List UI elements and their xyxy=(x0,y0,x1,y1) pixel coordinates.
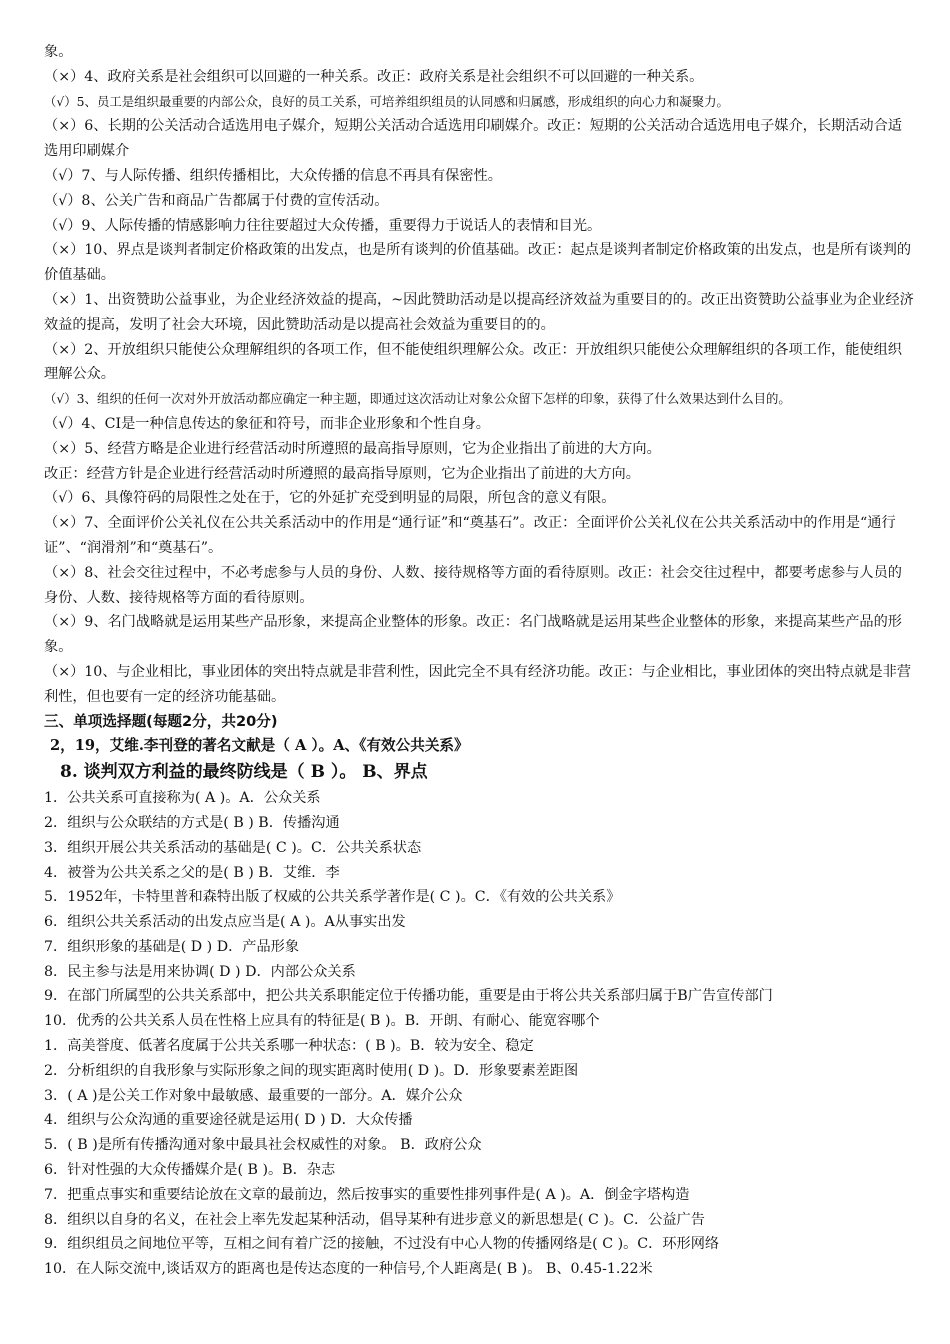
choice-question-line: 4．被誉为公共关系之父的是( B ) B．艾维．李 xyxy=(44,864,340,881)
choice-question-line: 1．公共关系可直接称为( A )。A．公众关系 xyxy=(44,790,321,807)
choice-question-line: 7．组织形象的基础是( D ) D．产品形象 xyxy=(44,938,300,955)
choice-question-line: 8．民主参与法是用来协调( D ) D．内部公众关系 xyxy=(44,963,356,980)
judgement-line: （√）4、CI是一种信息传达的象征和符号，而非企业形象和个性自身。 xyxy=(44,415,490,432)
judgement-section xyxy=(44,40,914,710)
judgement-line: （√）7、与人际传播、组织传播相比，大众传播的信息不再具有保密性。 xyxy=(44,167,502,184)
document-page xyxy=(44,40,914,1282)
judgement-line: （×）2、开放组织只能使公众理解组织的各项工作，但不能使组织理解公众。改正：开放组织只能使公众理解组织的各项工作，能使组织理解公众。 xyxy=(44,341,902,383)
judgement-line: （×）9、名门战略就是运用某些产品形象，来提高企业整体的形象。改正：名门战略就是运用某些企业整体的形象，来提高某些产品的形象。 xyxy=(44,614,902,656)
judgement-line: （×）7、全面评价公关礼仪在公共关系活动中的作用是“通行证”和“奠基石”。改正：全面评价公关礼仪在公共关系活动中的作用是“通行证”、“润滑剂”和“奠基石”。 xyxy=(44,515,896,556)
choice-question-line: 3．( A )是公关工作对象中最敏感、最重要的一部分。A．媒介公众 xyxy=(44,1087,463,1104)
choice-question-line: 8．组织以自身的名义，在社会上率先发起某种活动，倡导某种有进步意义的新思想是( C )。C．公益广告 xyxy=(44,1211,705,1228)
judgement-line: （×）10、与企业相比，事业团体的突出特点就是非营利性，因此完全不具有经济功能。改正：与企业相比，事业团体的突出特点就是非营利性，但也要有一定的经济功能基础。 xyxy=(44,663,912,705)
judgement-line: （√）6、具像符码的局限性之处在于，它的外延扩充受到明显的局限，所包含的意义有限。 xyxy=(44,490,616,507)
choice-question-line: 2．组织与公众联结的方式是( B ) B．传播沟通 xyxy=(44,814,340,831)
judgement-line: （×）1、出资赞助公益事业，为企业经济效益的提高，~因此赞助活动是以提高经济效益为重要目的的。改正出资赞助公益事业为企业经济效益的提高，发明了社会大环境，因此赞助活动是以提高社会效益为重要目的的。 xyxy=(44,291,914,333)
choice-question-line: 5．( B )是所有传播沟通对象中最具社会权威性的对象。 B．政府公众 xyxy=(44,1137,482,1154)
judgement-line: （×）10、界点是谈判者制定价格政策的出发点，也是所有谈判的价值基础。改正：起点是谈判者制定价格政策的出发点，也是所有谈判的价值基础。 xyxy=(44,242,912,284)
choice-question-line: 9．组织组员之间地位平等，互相之间有着广泛的接触，不过没有中心人物的传播网络是( C )。C．环形网络 xyxy=(44,1236,720,1253)
choice-question-line: 10．在人际交流中,谈话双方的距离也是传达态度的一种信号,个人距离是( B )。 B、0.45-1.22米 xyxy=(44,1261,653,1278)
bold-question-line: 2，19，艾维.李刊登的著名文献是（ A ）。A、《有效公共关系》 xyxy=(50,737,469,755)
choice-question-line: 1．高美誉度、低著名度属于公共关系哪一种状态：( B )。B．较为安全、稳定 xyxy=(44,1038,534,1055)
judgement-line: 象。 xyxy=(44,44,73,60)
choice-question-line: 6．针对性强的大众传播媒介是( B )。B．杂志 xyxy=(44,1162,336,1179)
judgement-line: （×）6、长期的公关活动合适选用电子媒介，短期公关活动合适选用印刷媒介。改正：短期的公关活动合适选用电子媒介，长期活动合适选用印刷媒介 xyxy=(44,118,902,160)
choice-question-line: 9．在部门所属型的公共关系部中，把公共关系职能定位于传播功能，重要是由于将公共关系部归属于B广告宣传部门 xyxy=(44,988,773,1005)
choice-question-list xyxy=(44,786,914,1282)
judgement-line: （×）5、经营方略是企业进行经营活动时所遵照的最高指导原则，它为企业指出了前进的大方向。 xyxy=(44,440,661,457)
big-question-line: 8. 谈判双方利益的最终防线是（ B ）。 B、界点 xyxy=(60,762,428,783)
choice-question-line: 4．组织与公众沟通的重要途径就是运用( D ) D．大众传播 xyxy=(44,1112,413,1129)
judgement-line: 改正：经营方针是企业进行经营活动时所遵照的最高指导原则，它为企业指出了前进的大方向。 xyxy=(44,465,640,482)
judgement-line: （×）4、政府关系是社会组织可以回避的一种关系。改正：政府关系是社会组织不可以回避的一种关系。 xyxy=(44,68,704,85)
choice-question-line: 5．1952年，卡特里普和森特出版了权威的公共关系学著作是( C )。C．《有效的公共关系》 xyxy=(44,889,621,906)
judgement-line: （√）5、员工是组织最重要的内部公众，良好的员工关系，可培养组织组员的认同感和归属感，形成组织的向心力和凝聚力。 xyxy=(44,93,729,109)
judgement-line: （×）8、社会交往过程中，不必考虑参与人员的身份、人数、接待规格等方面的看待原则。改正：社会交往过程中，都要考虑参与人员的身份、人数、接待规格等方面的看待原则。 xyxy=(44,564,902,606)
choice-question-line: 3．组织开展公共关系活动的基础是( C )。C．公共关系状态 xyxy=(44,839,422,856)
choice-question-line: 7．把重点事实和重要结论放在文章的最前边，然后按事实的重要性排列事件是( A )。A．倒金字塔构造 xyxy=(44,1186,690,1203)
judgement-line: （√）9、人际传播的情感影响力往往要超过大众传播，重要得力于说话人的表情和目光。 xyxy=(44,217,602,234)
judgement-line: （√）3、组织的任何一次对外开放活动都应确定一种主题，即通过这次活动让对象公众留下怎样的印象，获得了什么效果达到什么目的。 xyxy=(44,391,791,407)
section-heading: 三、单项选择题(每题2分，共20分) xyxy=(44,712,278,730)
choice-question-line: 6．组织公共关系活动的出发点应当是( A )。A从事实出发 xyxy=(44,914,406,931)
choice-question-line: 2．分析组织的自我形象与实际形象之间的现实距离时使用( D )。D．形象要素差距图 xyxy=(44,1062,579,1079)
choice-question-line: 10．优秀的公共关系人员在性格上应具有的特征是( B )。B．开朗、有耐心、能宽容哪个 xyxy=(44,1013,600,1030)
judgement-line: （√）8、公关广告和商品广告都属于付费的宣传活动。 xyxy=(44,192,389,209)
